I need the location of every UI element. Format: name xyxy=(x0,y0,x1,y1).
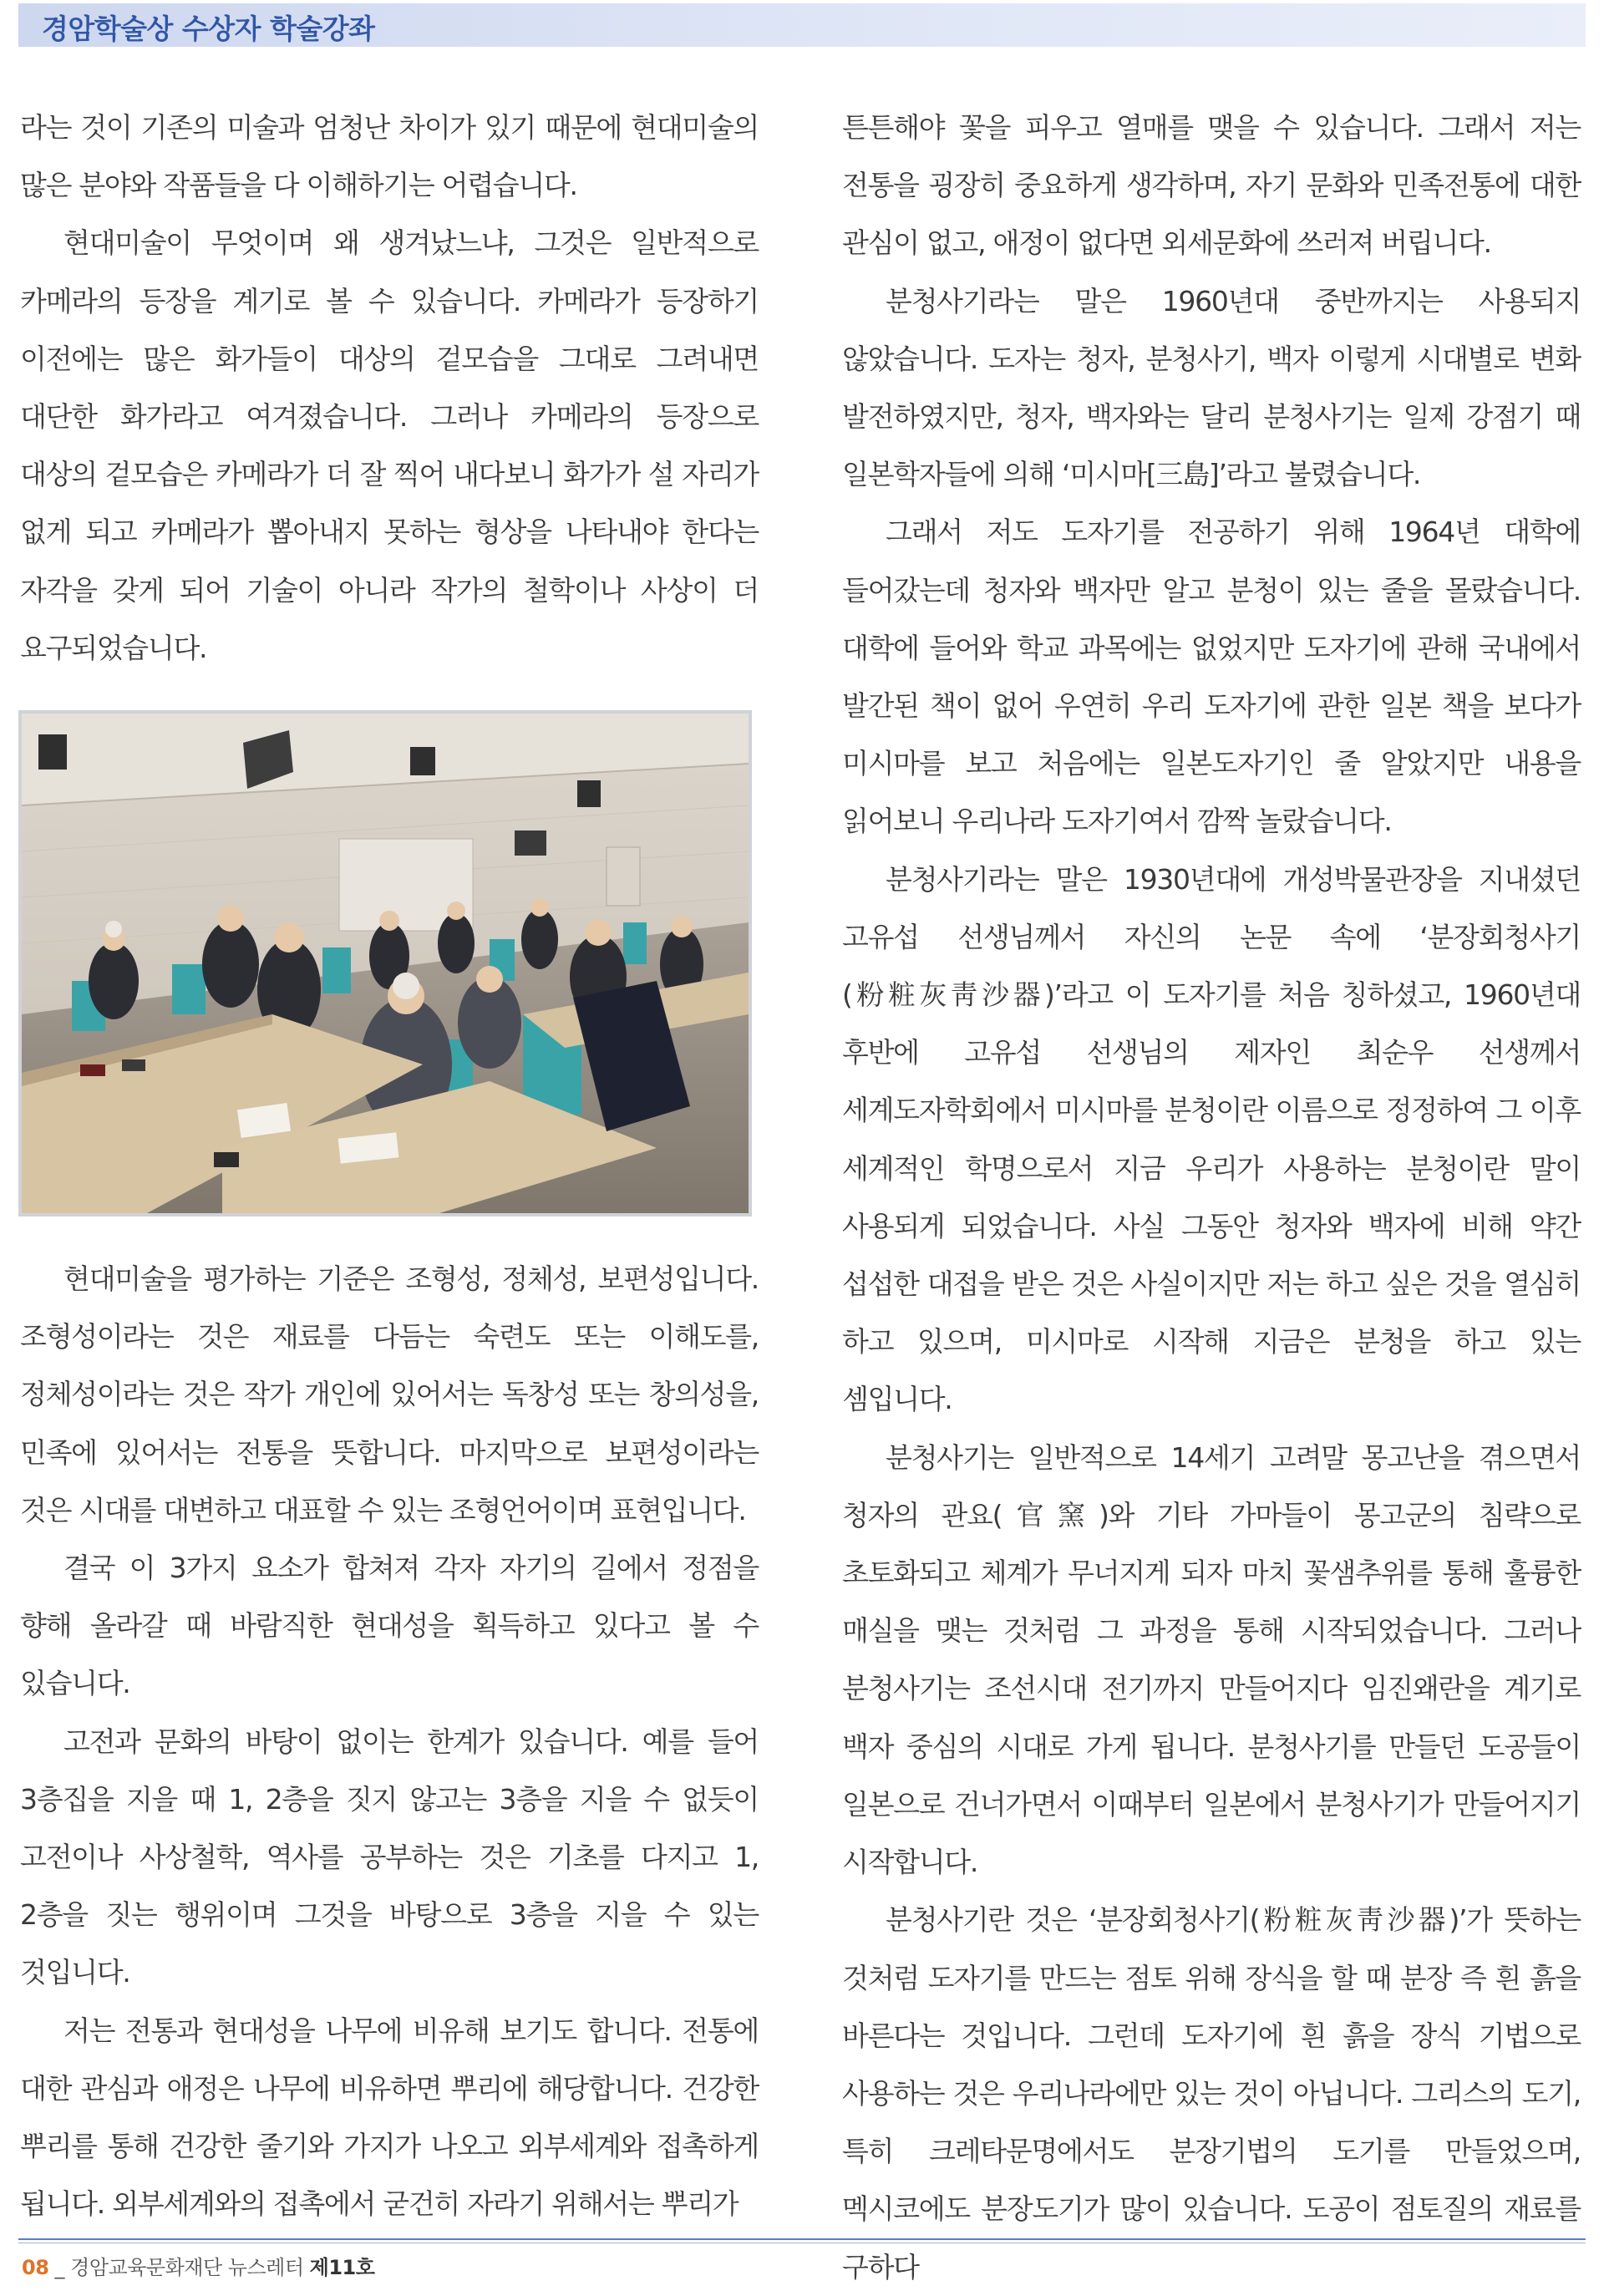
page-number: 08 xyxy=(22,2256,49,2279)
issue-number: 제11호 xyxy=(309,2256,375,2279)
page-footer xyxy=(22,2251,374,2280)
paragraph: 그래서 저도 도자기를 전공하기 위해 1964년 대학에 들어갔는데 청자와 백자만 알고 분청이 있는 줄을 몰랐습니다. 대학에 들어와 학교 과목에는 없었지만 도자기에 관해 국내에서 발간된 책이 없어 우연히 우리 도자기에 관한 일본 책을 보다가 미시마를 보고 처음에는 일본도자기인 줄 알았지만 내용을 읽어보니 우리나라 도자기여서 깜짝 놀랐습니다. xyxy=(842,516,1581,838)
paragraph: 현대미술이 무엇이며 왜 생겨났느냐, 그것은 일반적으로 카메라의 등장을 계기로 볼 수 있습니다. 카메라가 등장하기 이전에는 많은 화가들이 대상의 겉모습을 그대로 그려내면 대단한 화가라고 여겨졌습니다. 그러나 카메라의 등장으로 대상의 겉모습은 카메라가 더 잘 찍어 내다보니 화가가 설 자리가 없게 되고 카메라가 뽑아내지 못하는 형상을 나타내야 한다는 자각을 갖게 되어 기술이 아니라 작가의 철학이나 사상이 더 요구되었습니다. xyxy=(20,226,759,664)
left-column-top xyxy=(20,99,759,677)
paragraph: 고전과 문화의 바탕이 없이는 한계가 있습니다. 예를 들어 3층집을 지을 때 1, 2층을 짓지 않고는 3층을 지을 수 없듯이 고전이나 사상철학, 역사를 공부하는 것은 기초를 다지고 1, 2층을 짓는 행위이며 그것을 바탕으로 3층을 지을 수 있는 것입니다. xyxy=(20,1725,759,1989)
paragraph: 저는 전통과 현대성을 나무에 비유해 보기도 합니다. 전통에 대한 관심과 애정은 나무에 비유하면 뿌리에 해당합니다. 건강한 뿌리를 통해 건강한 줄기와 가지가 나오고 외부세계와 접촉하게 됩니다. 외부세계와의 접촉에서 굳건히 자라기 위해서는 뿌리가 xyxy=(20,2014,759,2221)
paragraph: 분청사기는 일반적으로 14세기 고려말 몽고난을 겪으면서 청자의 관요(官窯)와 기타 가마들이 몽고군의 침략으로 초토화되고 체계가 무너지게 되자 마치 꽃샘추위를 통해 훌륭한 매실을 맺는 것처럼 그 과정을 통해 시작되었습니다. 그러나 분청사기는 조선시대 전기까지 만들어지다 임진왜란을 계기로 백자 중심의 시대로 가게 됩니다. 분청사기를 만들던 도공들이 일본으로 건너가면서 이때부터 일본에서 분청사기가 만들어지기 시작합니다. xyxy=(842,1440,1581,1879)
paragraph: 튼튼해야 꽃을 피우고 열매를 맺을 수 있습니다. 그래서 저는 전통을 굉장히 중요하게 생각하며, 자기 문화와 민족전통에 대한 관심이 없고, 애정이 없다면 외세문화에 쓰러져 버립니다. xyxy=(842,111,1581,260)
section-title: 경암학술상 수상자 학술강좌 xyxy=(42,13,375,45)
right-column xyxy=(842,99,1581,2296)
lecture-hall-illustration xyxy=(22,714,749,1213)
footer-rule xyxy=(18,2238,1586,2240)
left-column-bottom xyxy=(20,1250,759,2233)
lecture-photo xyxy=(18,710,752,1217)
paragraph: 분청사기라는 말은 1960년대 중반까지는 사용되지 않았습니다. 도자는 청자, 분청사기, 백자 이렇게 시대별로 변화 발전하였지만, 청자, 백자와는 달리 분청사기는 일제 강점기 때 일본학자들에 의해 ‘미시마[三島]’라고 불렸습니다. xyxy=(842,284,1581,491)
paragraph: 결국 이 3가지 요소가 합쳐져 각자 자기의 길에서 정점을 향해 올라갈 때 바람직한 현대성을 획득하고 있다고 볼 수 있습니다. xyxy=(20,1552,759,1700)
publication-name: 경암교육문화재단 뉴스레터 xyxy=(70,2256,310,2279)
paragraph: 분청사기란 것은 ‘분장회청사기(粉粧灰靑沙器)’가 뜻하는 것처럼 도자기를 만드는 점토 위해 장식을 할 때 분장 즉 흰 흙을 바른다는 것입니다. 그런데 도자기에 흰 흙을 장식 기법으로 사용하는 것은 우리나라에만 있는 것이 아닙니다. 그리스의 도기, 특히 크레타문명에서도 분장기법의 도기를 만들었으며, 멕시코에도 분장도기가 많이 있습니다. 도공이 점토질의 재료를 구하다 xyxy=(842,1903,1581,2283)
footer-separator: _ xyxy=(48,2256,71,2279)
paragraph: 라는 것이 기존의 미술과 엄청난 차이가 있기 때문에 현대미술의 많은 분야와 작품들을 다 이해하기는 어렵습니다. xyxy=(20,111,759,202)
paragraph: 현대미술을 평가하는 기준은 조형성, 정체성, 보편성입니다. 조형성이라는 것은 재료를 다듬는 숙련도 또는 이해도를, 정체성이라는 것은 작가 개인에 있어서는 독창성 또는 창의성을, 민족에 있어서는 전통을 뜻합니다. 마지막으로 보편성이라는 것은 시대를 대변하고 대표할 수 있는 조형언어이며 표현입니다. xyxy=(20,1262,759,1526)
paragraph: 분청사기라는 말은 1930년대에 개성박물관장을 지내셨던 고유섭 선생님께서 자신의 논문 속에 ‘분장회청사기(粉粧灰靑沙器)’라고 이 도자기를 처음 칭하셨고, 1960년대 후반에 고유섭 선생님의 제자인 최순우 선생께서 세계도자학회에서 미시마를 분청이란 이름으로 정정하여 그 이후 세계적인 학명으로서 지금 우리가 사용하는 분청이란 말이 사용되게 되었습니다. 사실 그동안 청자와 백자에 비해 약간 섭섭한 대접을 받은 것은 사실이지만 저는 하고 싶은 것을 열심히 하고 있으며, 미시마로 시작해 지금은 분청을 하고 있는 셈입니다. xyxy=(842,862,1581,1416)
